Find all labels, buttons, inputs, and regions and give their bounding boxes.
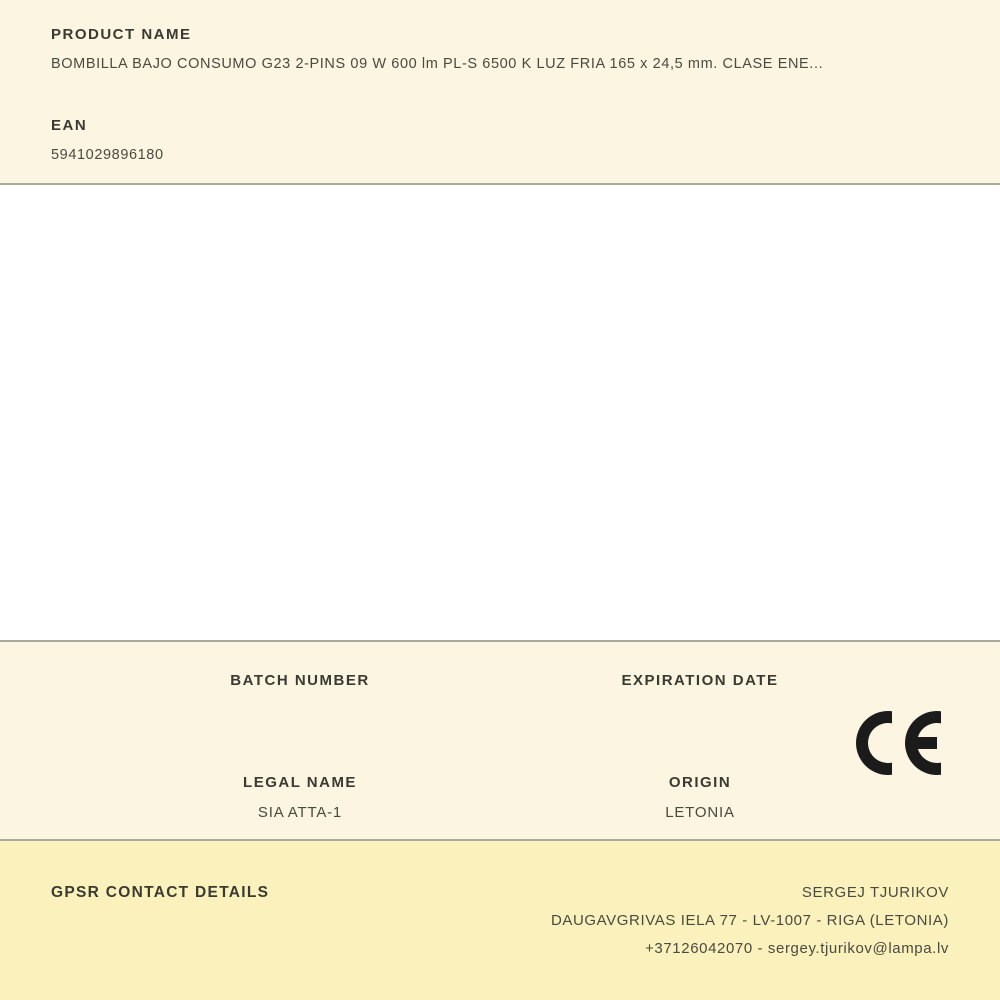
origin-value: LETONIA xyxy=(665,804,735,821)
expiration-date-field xyxy=(500,672,900,702)
batch-number-label: BATCH NUMBER xyxy=(230,672,370,689)
details-row-1 xyxy=(100,642,900,702)
details-section xyxy=(0,640,1000,841)
contact-person-name: SERGEJ TJURIKOV xyxy=(801,884,949,901)
origin-field xyxy=(500,774,900,822)
expiration-date-label: EXPIRATION DATE xyxy=(621,672,779,689)
ean-label: EAN xyxy=(51,117,88,134)
batch-number-field xyxy=(100,672,500,702)
legal-name-label: LEGAL NAME xyxy=(243,774,357,791)
contact-phone-email: +37126042070 - sergey.tjurikov@lampa.lv xyxy=(645,940,949,957)
details-row-2 xyxy=(100,774,900,822)
legal-name-value: SIA ATTA-1 xyxy=(257,804,343,821)
ce-mark-icon xyxy=(856,711,942,775)
origin-label: ORIGIN xyxy=(668,774,732,791)
product-header-section xyxy=(0,0,1000,185)
legal-name-field xyxy=(100,774,500,822)
gpsr-contact-heading: GPSR CONTACT DETAILS xyxy=(51,884,270,901)
product-name-value: BOMBILLA BAJO CONSUMO G23 2-PINS 09 W 600 lm PL-S 6500 K LUZ FRIA 165 x 24,5 mm. CLASE ENE... xyxy=(51,56,824,72)
ean-value: 5941029896180 xyxy=(51,147,164,163)
product-name-label: PRODUCT NAME xyxy=(51,26,192,43)
gpsr-contact-section xyxy=(0,841,1000,1000)
blank-content-area xyxy=(0,185,1000,640)
gpsr-contact-details xyxy=(551,879,949,963)
contact-address: DAUGAVGRIVAS IELA 77 - LV-1007 - RIGA (LETONIA) xyxy=(550,912,949,929)
